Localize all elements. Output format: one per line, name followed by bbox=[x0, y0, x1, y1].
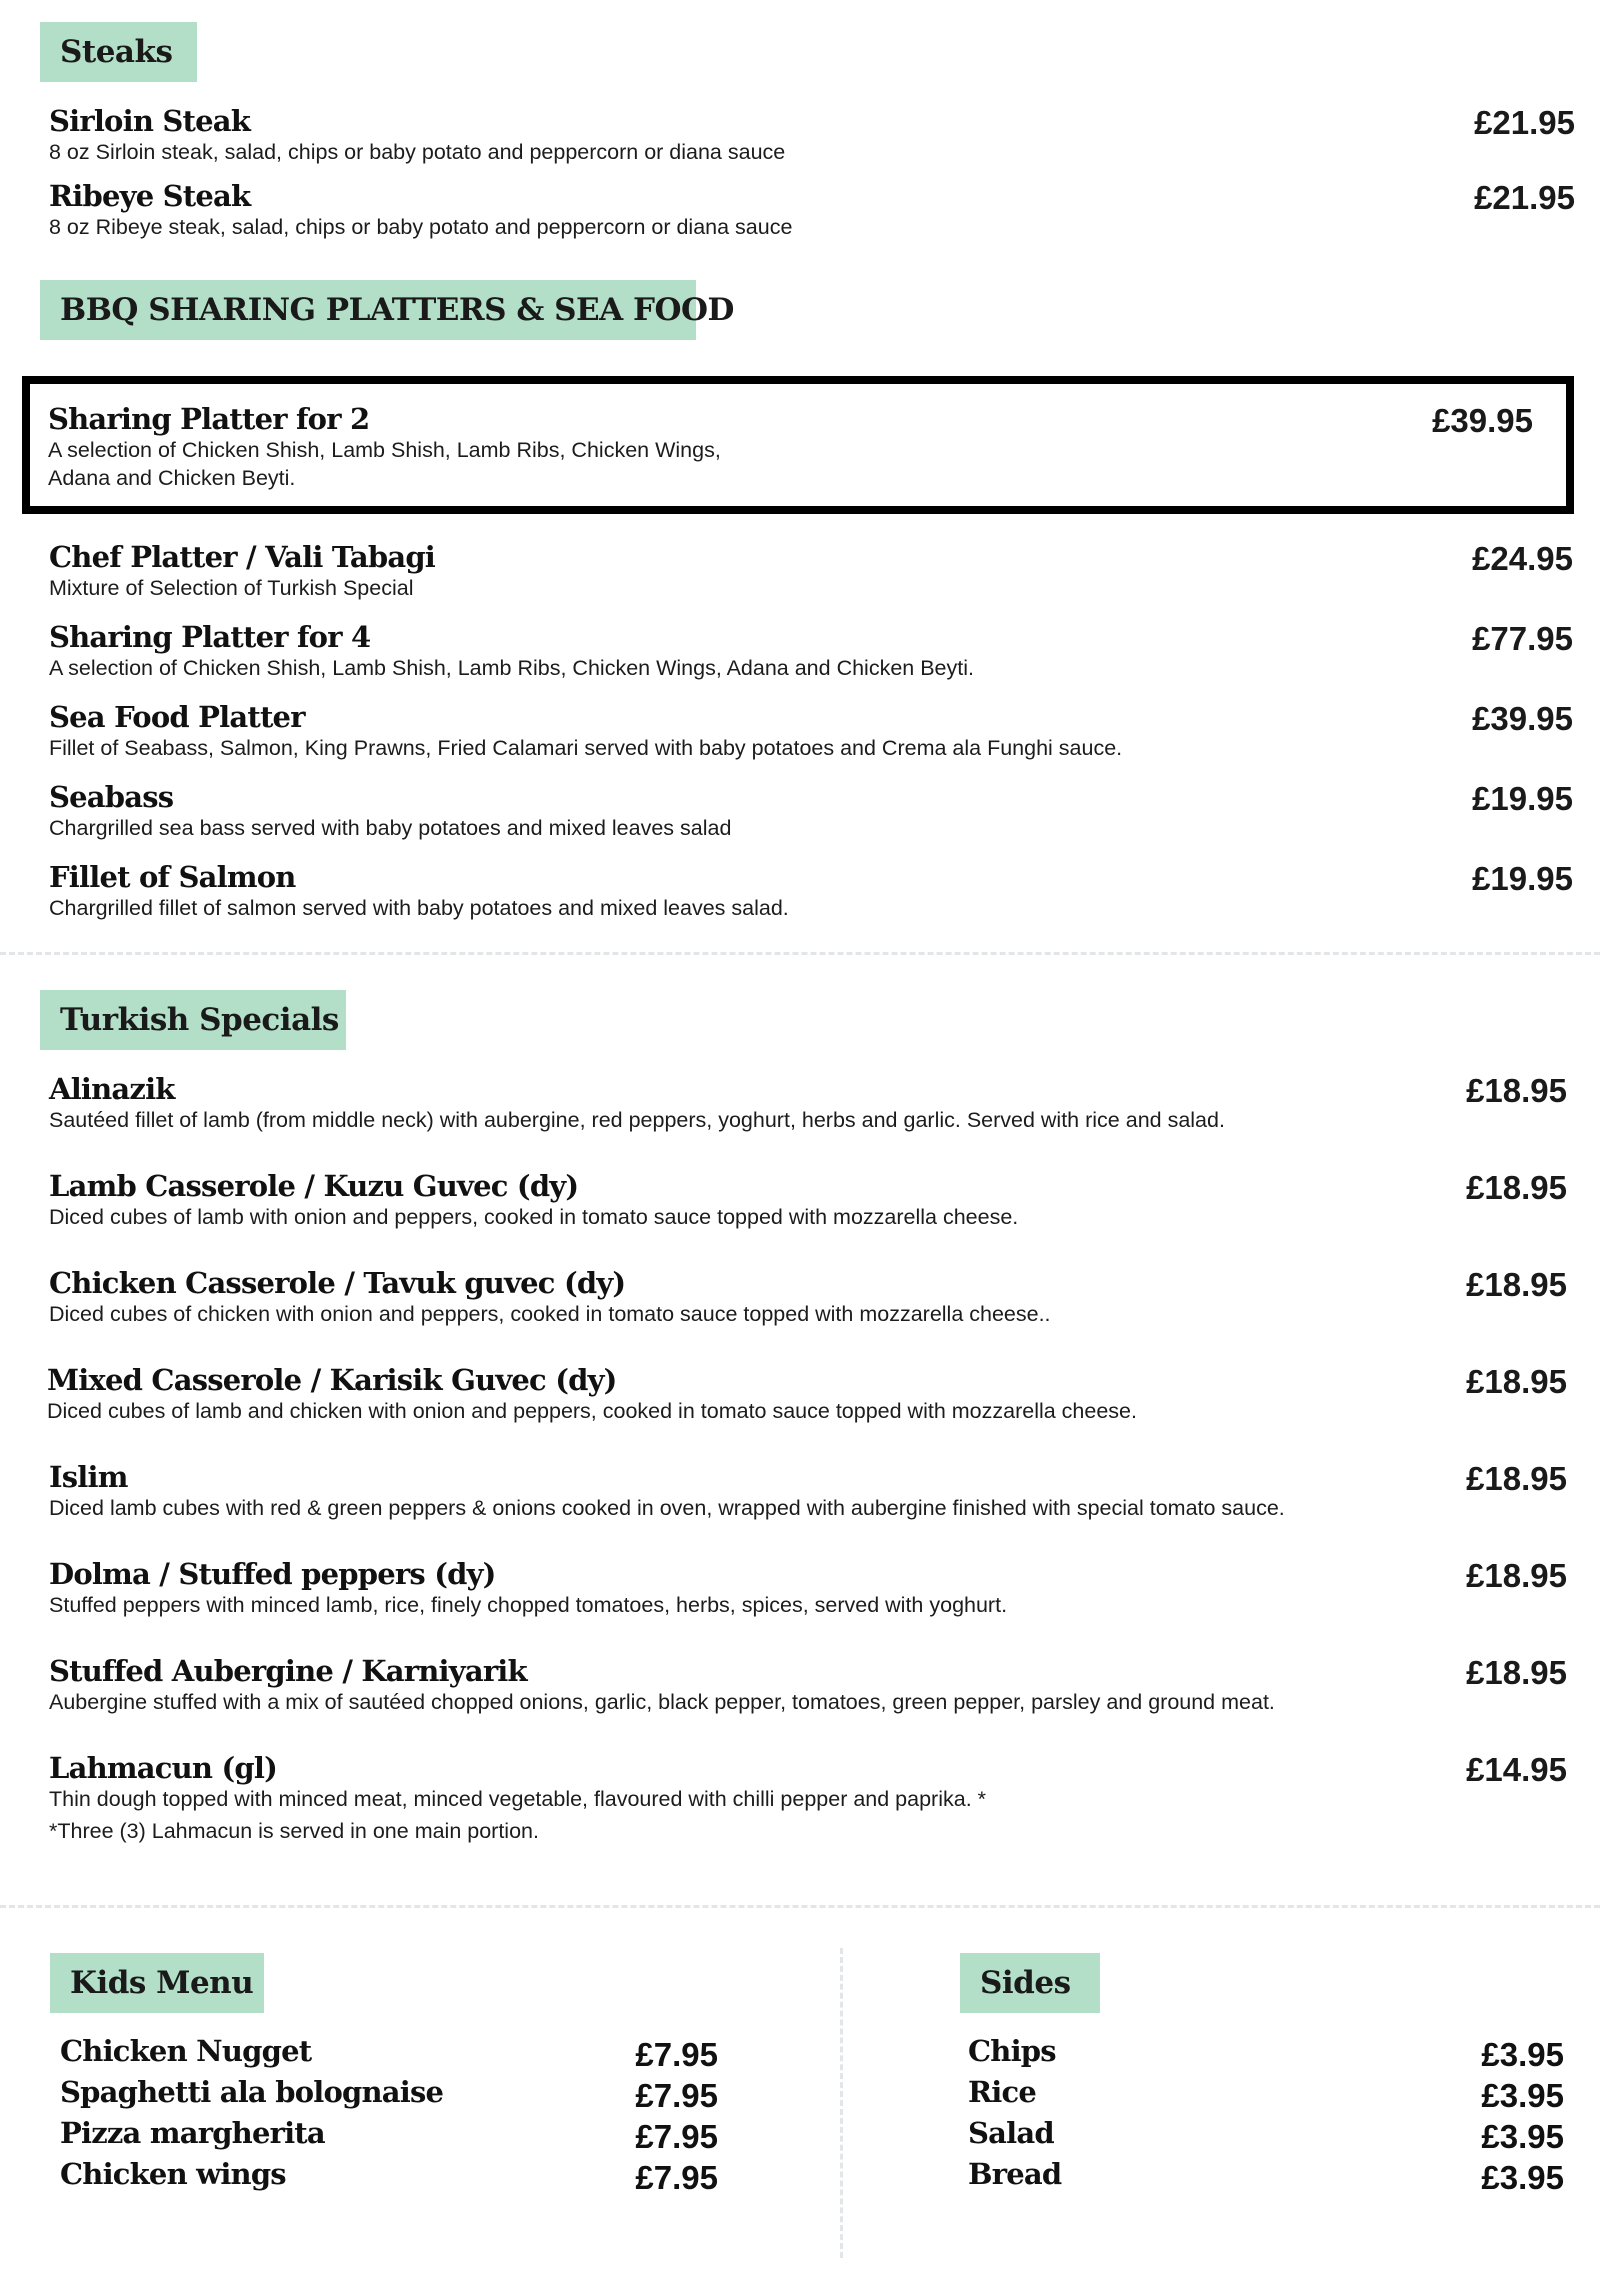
item-price: £39.95 bbox=[1432, 402, 1533, 439]
kids-item bbox=[60, 2034, 720, 2073]
menu-item bbox=[49, 1266, 1569, 1328]
item-price: £3.95 bbox=[1481, 2077, 1564, 2114]
item-name: Sharing Platter for 2 bbox=[48, 402, 370, 436]
item-price: £7.95 bbox=[635, 2159, 718, 2196]
kids-item bbox=[60, 2075, 720, 2114]
item-name: Islim bbox=[49, 1460, 128, 1494]
menu-item bbox=[49, 620, 1569, 682]
item-name: Chips bbox=[968, 2034, 1056, 2068]
item-price: £14.95 bbox=[1466, 1751, 1567, 1788]
menu-item bbox=[49, 780, 1569, 842]
item-name: Rice bbox=[968, 2075, 1037, 2109]
item-description: Diced cubes of lamb and chicken with onion and peppers, cooked in tomato sauce topped with mozzarella cheese. bbox=[47, 1399, 1137, 1423]
item-note: *Three (3) Lahmacun is served in one main portion. bbox=[49, 1819, 539, 1843]
menu-item bbox=[49, 1169, 1569, 1231]
menu-item bbox=[49, 179, 1569, 241]
menu-item bbox=[49, 1557, 1569, 1619]
item-name: Dolma / Stuffed peppers (dy) bbox=[49, 1557, 496, 1591]
item-name: Spaghetti ala bolognaise bbox=[60, 2075, 444, 2109]
item-description: Aubergine stuffed with a mix of sautéed chopped onions, garlic, black pepper, tomatoes, green pepper, parsley and ground meat. bbox=[49, 1690, 1275, 1714]
menu-item bbox=[49, 700, 1569, 762]
item-price: £24.95 bbox=[1472, 540, 1573, 577]
item-name: Sirloin Steak bbox=[49, 104, 251, 138]
item-name: Ribeye Steak bbox=[49, 179, 251, 213]
item-name: Fillet of Salmon bbox=[49, 860, 296, 894]
item-description: 8 oz Ribeye steak, salad, chips or baby potato and peppercorn or diana sauce bbox=[49, 215, 793, 239]
item-name: Lahmacun (gl) bbox=[49, 1751, 278, 1785]
item-name: Mixed Casserole / Karisik Guvec (dy) bbox=[47, 1363, 617, 1397]
item-price: £18.95 bbox=[1466, 1654, 1567, 1691]
item-description: A selection of Chicken Shish, Lamb Shish, Lamb Ribs, Chicken Wings, Adana and Chicken Beyti. bbox=[49, 656, 974, 680]
menu-item bbox=[49, 104, 1569, 166]
item-description: 8 oz Sirloin steak, salad, chips or baby potato and peppercorn or diana sauce bbox=[49, 140, 786, 164]
item-name: Pizza margherita bbox=[60, 2116, 325, 2150]
item-price: £7.95 bbox=[635, 2077, 718, 2114]
sides-item bbox=[968, 2116, 1564, 2155]
item-description: A selection of Chicken Shish, Lamb Shish, Lamb Ribs, Chicken Wings, bbox=[48, 438, 721, 462]
item-name: Lamb Casserole / Kuzu Guvec (dy) bbox=[49, 1169, 579, 1203]
section-divider bbox=[0, 952, 1600, 955]
menu-item bbox=[49, 1460, 1569, 1522]
kids-item bbox=[60, 2116, 720, 2155]
item-price: £21.95 bbox=[1474, 104, 1575, 141]
item-description: Adana and Chicken Beyti. bbox=[48, 466, 296, 490]
item-price: £18.95 bbox=[1466, 1072, 1567, 1109]
menu-item bbox=[49, 1072, 1569, 1134]
item-price: £3.95 bbox=[1481, 2118, 1564, 2155]
item-price: £18.95 bbox=[1466, 1363, 1567, 1400]
item-price: £7.95 bbox=[635, 2036, 718, 2073]
item-price: £18.95 bbox=[1466, 1557, 1567, 1594]
item-description: Thin dough topped with minced meat, minced vegetable, flavoured with chilli pepper and paprika. * bbox=[49, 1787, 987, 1811]
sides-item bbox=[968, 2157, 1564, 2196]
item-price: £18.95 bbox=[1466, 1460, 1567, 1497]
steaks-header: Steaks bbox=[40, 22, 197, 82]
sides-header: Sides bbox=[960, 1953, 1100, 2013]
item-name: Alinazik bbox=[49, 1072, 175, 1106]
item-price: £19.95 bbox=[1472, 780, 1573, 817]
item-name: Chicken Nugget bbox=[60, 2034, 312, 2068]
kids-menu-header: Kids Menu bbox=[50, 1953, 264, 2013]
bbq-header: BBQ SHARING PLATTERS & SEA FOOD bbox=[40, 280, 696, 340]
featured-menu-item bbox=[48, 402, 1568, 492]
item-price: £77.95 bbox=[1472, 620, 1573, 657]
column-divider bbox=[840, 1948, 843, 2258]
turkish-specials-header: Turkish Specials bbox=[40, 990, 346, 1050]
menu-item bbox=[49, 860, 1569, 922]
item-price: £39.95 bbox=[1472, 700, 1573, 737]
item-description: Diced cubes of chicken with onion and peppers, cooked in tomato sauce topped with mozzarella cheese.. bbox=[49, 1302, 1051, 1326]
menu-item bbox=[49, 540, 1569, 602]
item-price: £19.95 bbox=[1472, 860, 1573, 897]
sides-item bbox=[968, 2075, 1564, 2114]
item-name: Chicken Casserole / Tavuk guvec (dy) bbox=[49, 1266, 626, 1300]
item-name: Chef Platter / Vali Tabagi bbox=[49, 540, 436, 574]
item-name: Sharing Platter for 4 bbox=[49, 620, 371, 654]
section-divider bbox=[0, 1905, 1600, 1908]
item-price: £21.95 bbox=[1474, 179, 1575, 216]
kids-item bbox=[60, 2157, 720, 2196]
item-description: Chargrilled fillet of salmon served with baby potatoes and mixed leaves salad. bbox=[49, 896, 789, 920]
item-price: £3.95 bbox=[1481, 2159, 1564, 2196]
item-name: Chicken wings bbox=[60, 2157, 286, 2191]
item-name: Seabass bbox=[49, 780, 174, 814]
menu-item bbox=[47, 1363, 1567, 1425]
item-description: Diced lamb cubes with red & green peppers & onions cooked in oven, wrapped with aubergine finished with special tomato sauce. bbox=[49, 1496, 1285, 1520]
menu-item bbox=[49, 1751, 1569, 1845]
item-description: Stuffed peppers with minced lamb, rice, finely chopped tomatoes, herbs, spices, served with yoghurt. bbox=[49, 1593, 1008, 1617]
item-price: £18.95 bbox=[1466, 1266, 1567, 1303]
item-description: Chargrilled sea bass served with baby potatoes and mixed leaves salad bbox=[49, 816, 732, 840]
sides-item bbox=[968, 2034, 1564, 2073]
item-name: Salad bbox=[968, 2116, 1054, 2150]
item-description: Sautéed fillet of lamb (from middle neck) with aubergine, red peppers, yoghurt, herbs and garlic. Served with rice and salad. bbox=[49, 1108, 1225, 1132]
item-name: Sea Food Platter bbox=[49, 700, 305, 734]
item-price: £7.95 bbox=[635, 2118, 718, 2155]
item-price: £3.95 bbox=[1481, 2036, 1564, 2073]
item-price: £18.95 bbox=[1466, 1169, 1567, 1206]
item-name: Stuffed Aubergine / Karniyarik bbox=[49, 1654, 527, 1688]
item-description: Diced cubes of lamb with onion and peppers, cooked in tomato sauce topped with mozzarella cheese. bbox=[49, 1205, 1019, 1229]
menu-item bbox=[49, 1654, 1569, 1716]
item-description: Mixture of Selection of Turkish Special bbox=[49, 576, 414, 600]
item-name: Bread bbox=[968, 2157, 1062, 2191]
item-description: Fillet of Seabass, Salmon, King Prawns, Fried Calamari served with baby potatoes and Crema ala Funghi sauce. bbox=[49, 736, 1123, 760]
